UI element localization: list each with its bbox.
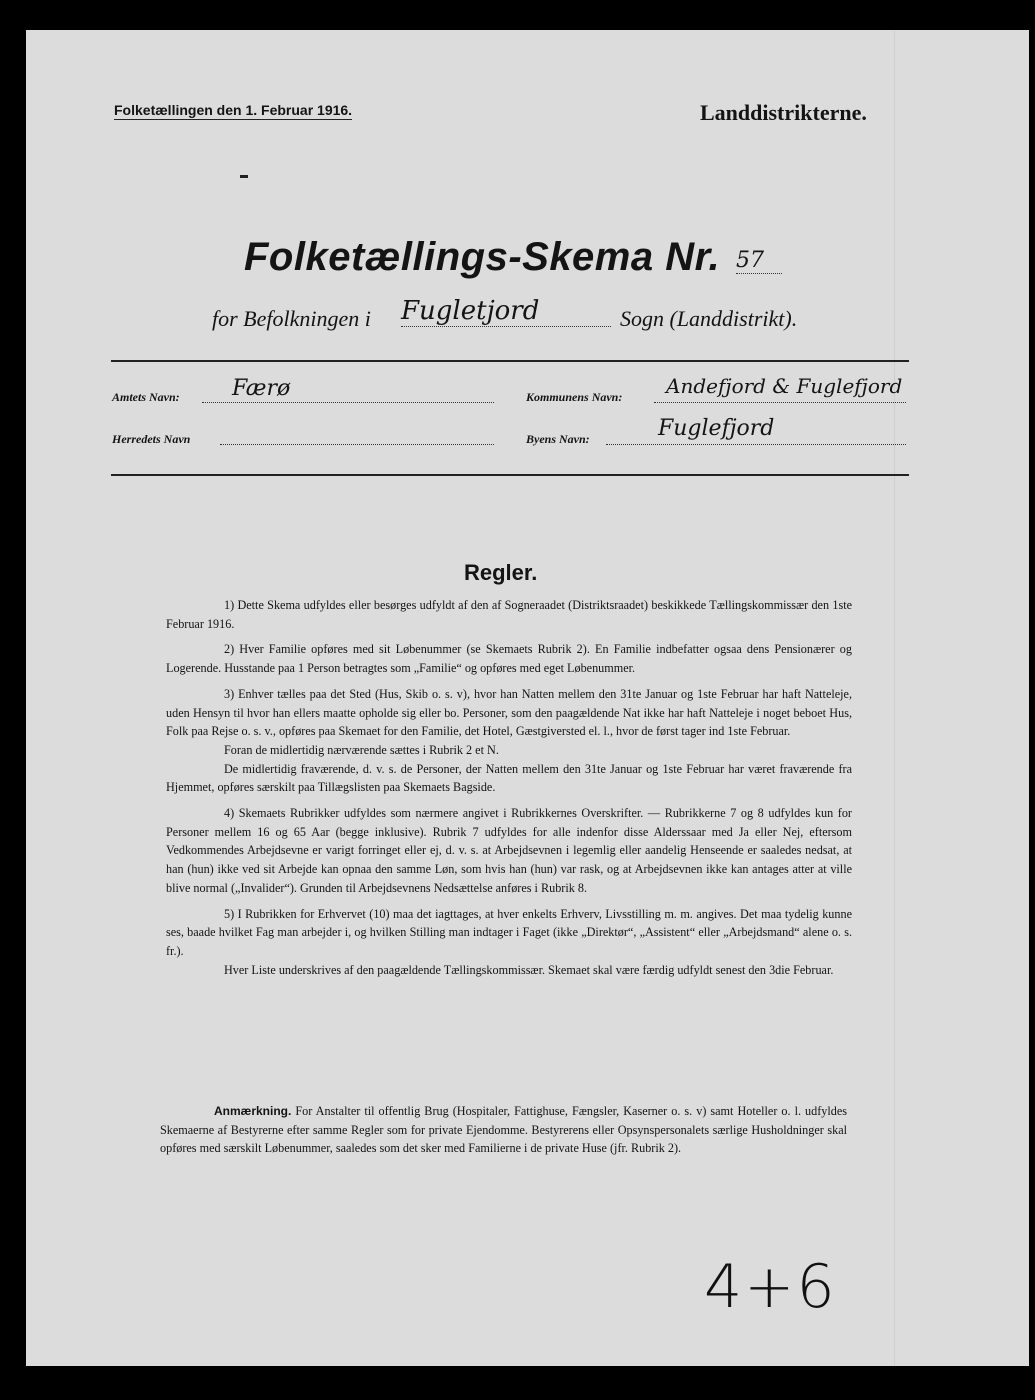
pencil-note: 4+6 (704, 1252, 837, 1322)
amt-value: Færø (232, 376, 291, 401)
note-text: For Anstalter til offentlig Brug (Hospitaler, Fattighuse, Fængsler, Kaserner o. s. v) samt Hoteller o. l. udfyldes Skemaerne af Bestyrerne efter samme Regler som for private Ejendomme. Bestyrerens eller Opsynspersonalets særlige Husholdninger skal opføres med særskilt Løbenummer, saaledes som det sker med Familierne i de private Huse (jfr. Rubrik 2). (160, 1104, 848, 1156)
district-type-header: Landdistrikterne. (700, 100, 867, 125)
rule-paragraph: 4) Skemaets Rubrikker udfyldes som nærmere angivet i Rubrikkernes Overskrifter. — Rubrikkerne 7 og 8 udfyldes kun for Personer mellem 16 og 65 Aar (begge inklusive). Rubrik 7 udfyldes for alle indenfor disse Alderssaar med Ja eller Nej, eftersom Vedkommendes Arbejdsevne er varigt forringet eller ej, d. v. s. at Arbejdsevnen i legemlig eller aandelig Henseende er saaledes nedsat, at han (hun) ikke ved sit Arbejde kan opnaa den samme Løn, som hvis han (hun) var rask, og at Arbejdsevnen ikke kan antages atter at ville blive normal („Invalider“). Grunden til Arbejdsevnens Nedsættelse anføres i Rubrik 8. (166, 806, 852, 895)
rules-body (166, 596, 852, 986)
note-label: Anmærkning. (214, 1104, 292, 1118)
census-date-header: Folketællingen den 1. Februar 1916. (114, 102, 353, 118)
sogn-label: Sogn (Landdistrikt). (620, 306, 798, 331)
rule-paragraph: 1) Dette Skema udfyldes eller besørges udfyldt af den af Sogneraadet (Distriktsraadet) beskikkede Tællingskommissær den 1ste Februar 1916. (166, 598, 852, 631)
population-label: for Befolkningen i (212, 306, 371, 331)
page-fold-line (894, 30, 895, 1366)
divider-bottom (111, 474, 909, 476)
census-form-page (26, 30, 1029, 1366)
divider-top (111, 360, 909, 362)
amt-label: Amtets Navn: (112, 390, 180, 404)
rules-heading: Regler. (464, 560, 538, 585)
rule-paragraph: 5) I Rubrikken for Erhvervet (10) maa det iagttages, at hver enkelts Erhverv, Livsstilling m. m. angives. Det maa tydelig kunne ses, baade hvilket Fag man arbejder i, og hvilken Stilling man indtager i Faget (ikke „Direktør“, „Assistent“ eller „Arbejdsmand“ alene o. s. fr.). (166, 906, 852, 958)
kommune-value: Andefjord & Fuglefjord (666, 374, 903, 398)
form-title: Folketællings-Skema Nr. (244, 235, 721, 279)
rule-paragraph: Foran de midlertidig nærværende sættes i Rubrik 2 et N. (224, 742, 499, 757)
ink-mark (240, 175, 248, 178)
by-label: Byens Navn: (526, 432, 590, 446)
sogn-value: Fugletjord (401, 296, 611, 327)
form-number: 57 (736, 248, 782, 274)
herred-label: Herredets Navn (112, 432, 191, 446)
rule-paragraph: 3) Enhver tælles paa det Sted (Hus, Skib o. s. v), hvor han Natten mellem den 31te Januar og 1ste Februar har haft Natteleje, uden Hensyn til hvor han ellers maatte opholde sig eller bo. Personer, som den paagældende Nat ikke har haft Natteleje i noget beboet Hus, Folk paa Rejse o. s. v., opføres paa Skemaet for den Familie, det Hotel, Gæstgiversted el. l., hvor de først tager ind 1ste Februar. (166, 686, 852, 739)
by-value: Fuglefjord (658, 416, 775, 441)
rule-paragraph: 2) Hver Familie opføres med sit Løbenummer (se Skemaets Rubrik 2). En Familie indbefatter ogsaa dens Pensionærer og Logerende. Husstande paa 1 Person betragtes som „Familie“ og opføres med eget Løbenummer. (166, 642, 852, 676)
note-paragraph (160, 1102, 847, 1158)
kommune-label: Kommunens Navn: (526, 390, 623, 404)
rule-paragraph: Hver Liste underskrives af den paagældende Tællingskommissær. Skemaet skal være færdig udfyldt senest den 3die Februar. (224, 962, 834, 977)
herred-field (220, 424, 494, 445)
note-block (160, 1102, 847, 1158)
rule-paragraph: De midlertidig fraværende, d. v. s. de Personer, der Natten mellem den 31te Januar og 1ste Februar har været fraværende fra Hjemmet, opføres særskilt paa Tillægslisten paa Skemaets Bagside. (166, 761, 852, 795)
